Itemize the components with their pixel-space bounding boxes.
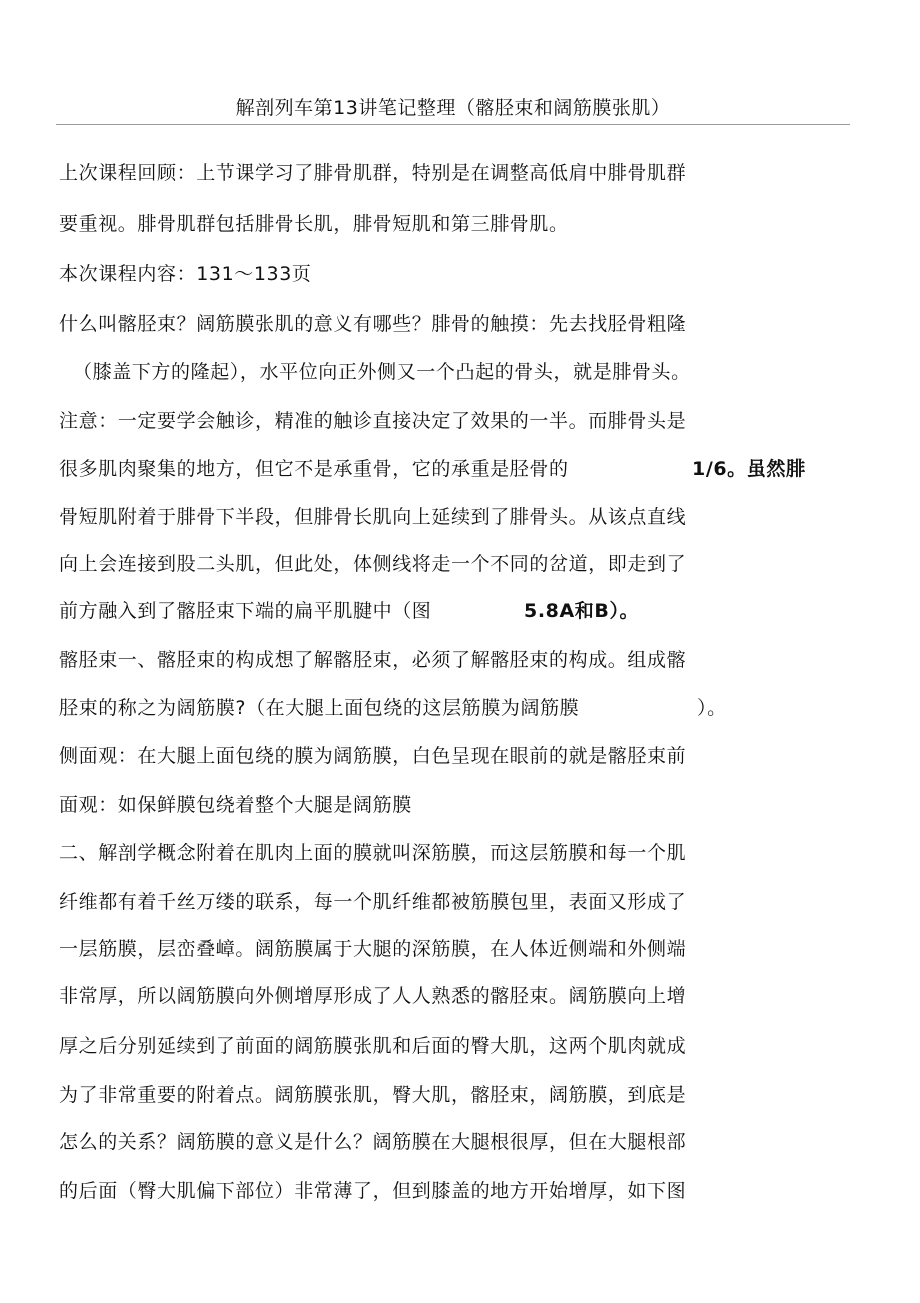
- paragraph-line: 非常厚，所以阔筋膜向外侧增厚形成了人人熟悉的髂胫束。阔筋膜向上增: [59, 985, 687, 1007]
- paragraph-line: 一层筋膜，层峦叠嶂。阔筋膜属于大腿的深筋膜，在人体近侧端和外侧端: [59, 938, 687, 960]
- paragraph-line: 纤维都有着千丝万缕的联系，每一个肌纤维都被筋膜包里，表面又形成了: [59, 891, 687, 913]
- fraction-value: 1/6。虽然腓: [692, 458, 806, 480]
- paragraph-line: 的后面（臀大肌偏下部位）非常薄了，但到膝盖的地方开始增厚，如下图: [59, 1180, 687, 1202]
- paragraph-line-tail: [524, 598, 639, 624]
- paragraph-line: 侧面观：在大腿上面包绕的膜为阔筋膜，白色呈现在眼前的就是髂胫束前: [59, 745, 687, 767]
- page-title: 解剖列车第13讲笔记整理（髂胫束和阔筋膜张肌）: [235, 97, 671, 119]
- figure-reference: 5.8A和B）。: [524, 600, 640, 622]
- paragraph-line: 注意：一定要学会触诊，精准的触诊直接决定了效果的一半。而腓骨头是: [59, 410, 687, 432]
- paragraph-line: 本次课程内容：131～133页: [59, 263, 312, 285]
- paragraph-line: 前方融入到了髂胫束下端的扁平肌腱中（图: [59, 600, 432, 622]
- paragraph-line: 上次课程回顾：上节课学习了腓骨肌群，特别是在调整高低肩中腓骨肌群: [59, 162, 687, 184]
- paragraph-line: 厚之后分别延续到了前面的阔筋膜张肌和后面的臀大肌，这两个肌肉就成: [59, 1035, 687, 1057]
- paragraph-line: 怎么的关系？阔筋膜的意义是什么？阔筋膜在大腿根很厚，但在大腿根部: [59, 1131, 687, 1153]
- paragraph-line: 为了非常重要的附着点。阔筋膜张肌，臀大肌，髂胫束，阔筋膜，到底是: [59, 1084, 687, 1106]
- paragraph-line: 髂胫束一、髂胫束的构成想了解髂胫束，必须了解髂胫束的构成。组成髂: [59, 649, 687, 671]
- paragraph-line-tail: [692, 456, 806, 482]
- paragraph-line: 二、解剖学概念附着在肌肉上面的膜就叫深筋膜，而这层筋膜和每一个肌: [59, 842, 687, 864]
- paragraph-line-tail: ）。: [697, 697, 727, 719]
- page-header: [56, 94, 850, 125]
- paragraph-line: 要重视。腓骨肌群包括腓骨长肌，腓骨短肌和第三腓骨肌。: [59, 213, 569, 235]
- paragraph-line: 面观：如保鲜膜包绕着整个大腿是阔筋膜: [59, 794, 412, 816]
- paragraph-line: 骨短肌附着于腓骨下半段，但腓骨长肌向上延续到了腓骨头。从该点直线: [59, 506, 687, 528]
- paragraph-line: 向上会连接到股二头肌，但此处，体侧线将走一个不同的岔道，即走到了: [59, 553, 687, 575]
- paragraph-line: （膝盖下方的隆起），水平位向正外侧又一个凸起的骨头，就是腓骨头。: [73, 361, 691, 383]
- paragraph-line: 胫束的称之为阔筋膜?（在大腿上面包绕的这层筋膜为阔筋膜: [59, 697, 580, 719]
- paragraph-line: 很多肌肉聚集的地方，但它不是承重骨，它的承重是胫骨的: [59, 458, 569, 480]
- paragraph-line: 什么叫髂胫束？阔筋膜张肌的意义有哪些？腓骨的触摸：先去找胫骨粗隆: [59, 313, 687, 335]
